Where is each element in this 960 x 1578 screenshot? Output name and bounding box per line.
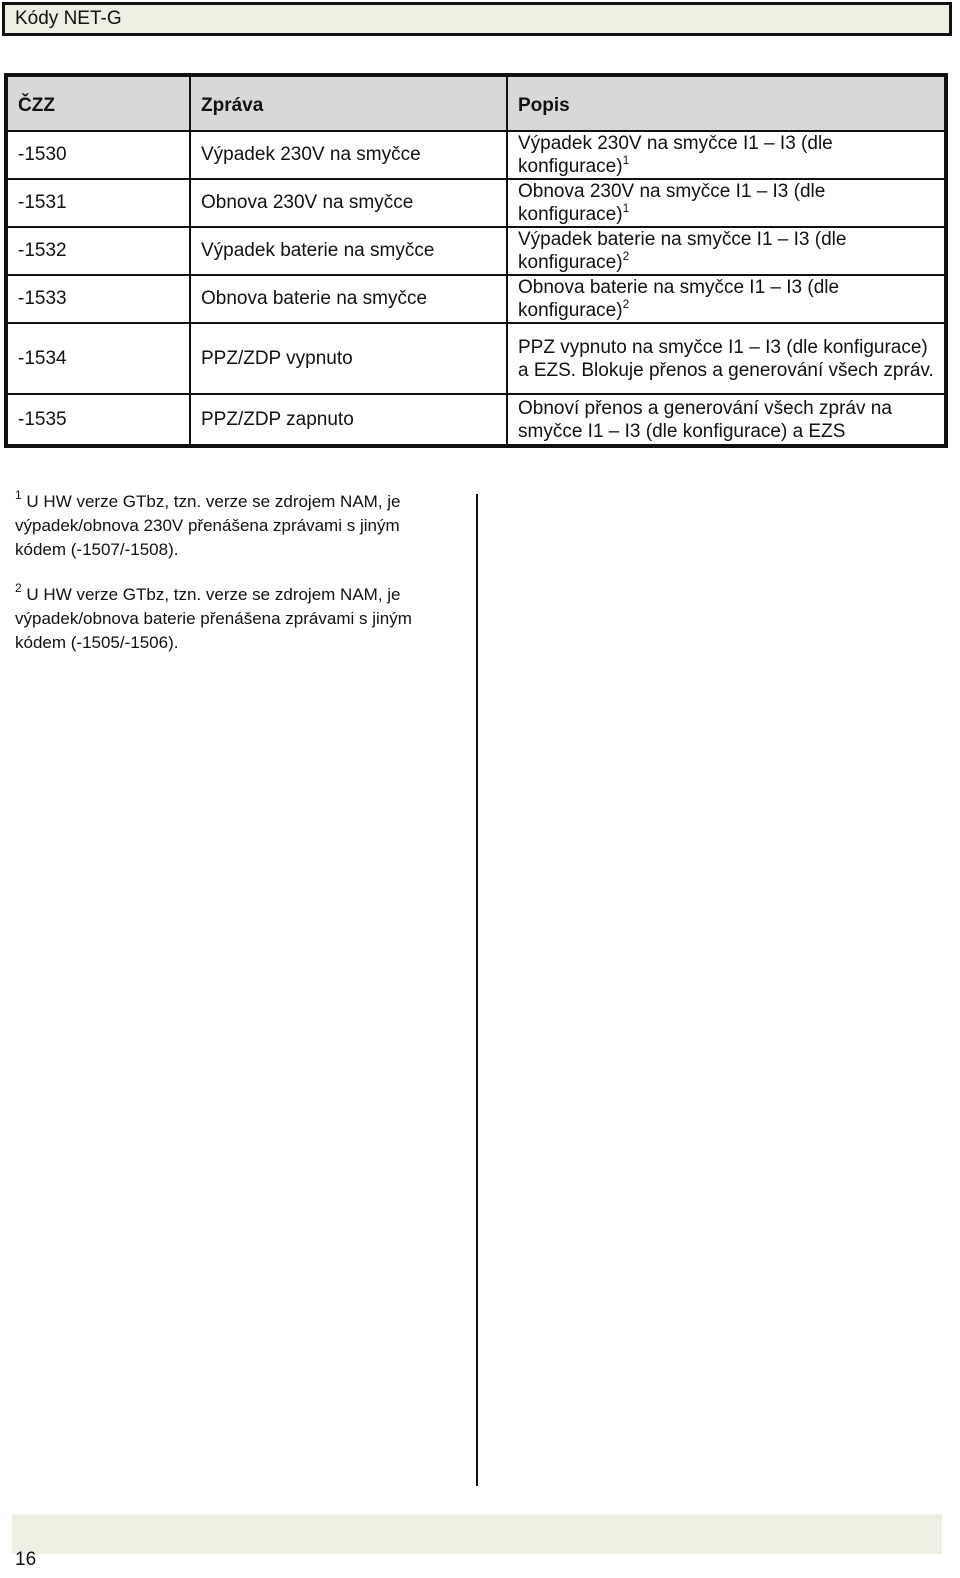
table-row <box>6 394 946 446</box>
footnote-1 <box>15 490 455 562</box>
cell-message: Výpadek 230V na smyčce <box>190 131 507 179</box>
cell-code: -1532 <box>6 227 190 275</box>
description-text: Obnova baterie na smyčce I1 – I3 (dle konfigurace) <box>518 277 840 321</box>
footnote-text: U HW verze GTbz, tzn. verze se zdrojem NAM, je výpadek/obnova 230V přenášena zprávami s jiným kódem (-1507/-1508). <box>15 492 401 559</box>
table-row <box>6 179 946 227</box>
cell-message: Obnova 230V na smyčce <box>190 179 507 227</box>
cell-description <box>507 179 946 227</box>
cell-message: Výpadek baterie na smyčce <box>190 227 507 275</box>
cell-description: PPZ vypnuto na smyčce I1 – I3 (dle konfigurace) a EZS. Blokuje přenos a generování všech zpráv. <box>507 323 946 394</box>
description-text: Obnova 230V na smyčce I1 – I3 (dle konfigurace) <box>518 181 826 225</box>
footnote-ref: 1 <box>622 152 630 167</box>
column-header-message: Zpráva <box>190 75 507 131</box>
cell-message: PPZ/ZDP zapnuto <box>190 394 507 446</box>
footnote-2 <box>15 583 455 655</box>
page-footer-bar <box>12 1514 942 1554</box>
codes-table <box>4 73 948 448</box>
footnote-ref: 2 <box>622 248 630 263</box>
cell-code: -1531 <box>6 179 190 227</box>
footnotes <box>15 490 455 676</box>
cell-description <box>507 275 946 323</box>
cell-code: -1530 <box>6 131 190 179</box>
cell-description: Obnoví přenos a generování všech zpráv na smyčce I1 – I3 (dle konfigurace) a EZS <box>507 394 946 446</box>
footnote-ref: 2 <box>622 296 630 311</box>
footnote-text: U HW verze GTbz, tzn. verze se zdrojem NAM, je výpadek/obnova baterie přenášena zprávami s jiným kódem (-1505/-1506). <box>15 585 412 652</box>
cell-description <box>507 227 946 275</box>
table-row <box>6 275 946 323</box>
table-row <box>6 323 946 394</box>
footnote-mark: 2 <box>15 581 22 596</box>
cell-message: Obnova baterie na smyčce <box>190 275 507 323</box>
table-header-row <box>6 75 946 131</box>
page-number: 16 <box>15 1549 37 1570</box>
column-divider <box>476 494 478 1486</box>
cell-message: PPZ/ZDP vypnuto <box>190 323 507 394</box>
column-header-code: ČZZ <box>6 75 190 131</box>
footnote-mark: 1 <box>15 488 22 503</box>
cell-code: -1533 <box>6 275 190 323</box>
footnote-ref: 1 <box>622 200 630 215</box>
column-header-description: Popis <box>507 75 946 131</box>
cell-code: -1534 <box>6 323 190 394</box>
page-header-title: Kódy NET-G <box>2 2 952 36</box>
description-text: Výpadek baterie na smyčce I1 – I3 (dle konfigurace) <box>518 229 847 273</box>
description-text: Výpadek 230V na smyčce I1 – I3 (dle konfigurace) <box>518 133 833 177</box>
cell-code: -1535 <box>6 394 190 446</box>
table-row <box>6 131 946 179</box>
cell-description <box>507 131 946 179</box>
table-row <box>6 227 946 275</box>
